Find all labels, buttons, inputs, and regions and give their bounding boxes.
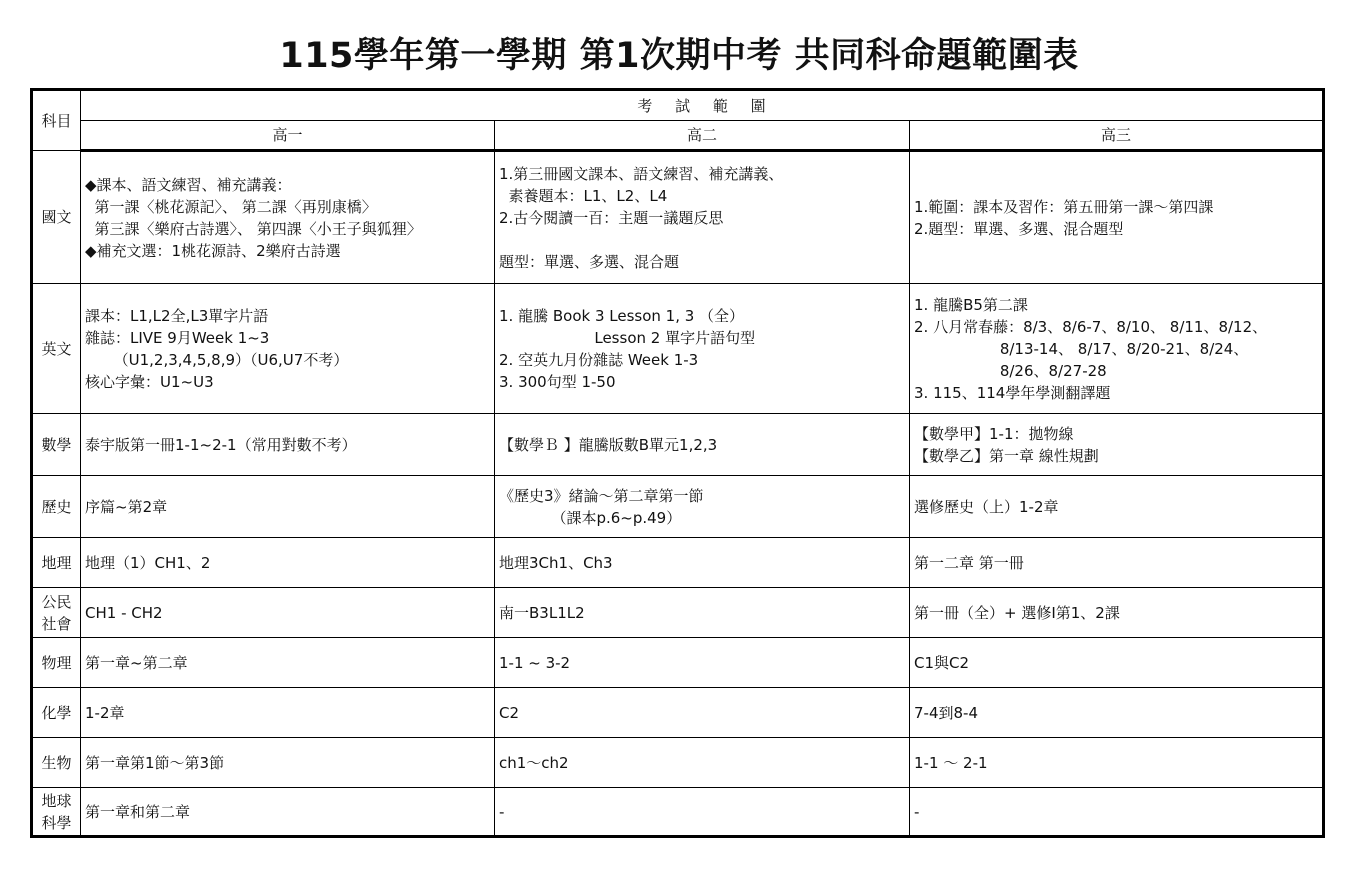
table-row (32, 788, 1324, 837)
cell-text-line: ◆課本、語文練習、補充講義： (85, 175, 292, 194)
cell-text-line: 歷史 (41, 497, 72, 516)
cell-text-line: 英文 (41, 339, 72, 358)
table-row (32, 414, 1324, 476)
cell-text-line: 社會 (41, 614, 72, 633)
cell-text-line: 科學 (41, 813, 72, 832)
cell-text-line: 雜誌：LIVE 9月Week 1~3 (85, 328, 270, 347)
cell-text-line: 8/26、8/27-28 (914, 361, 1107, 380)
subject-cell (32, 688, 81, 738)
cell-text-line: （課本p.6~p.49） (499, 508, 682, 527)
cell-text-line: 第一二章 第一冊 (914, 553, 1024, 572)
scope-header: 考 試 範 圍 (81, 90, 1324, 121)
cell-text-line: （U1,2,3,4,5,8,9）（U6,U7不考） (85, 350, 349, 369)
cell-text-line: 素養題本：L1、L2、L4 (499, 186, 668, 205)
cell-text-line: 3. 115、114學年學測翻譯題 (914, 383, 1111, 402)
cell-text-line: 題型：單選、多選、混合題 (499, 252, 680, 271)
cell-text-line: 核心字彙：U1~U3 (85, 372, 214, 391)
grade-header-3: 高三 (910, 121, 1324, 151)
grade3-cell (910, 284, 1324, 414)
cell-text-line: 物理 (41, 653, 72, 672)
cell-text-line: 地理 (41, 553, 72, 572)
cell-text-line: 【數學甲】1-1：拋物線 (914, 424, 1074, 443)
header-row-grades (32, 121, 1324, 151)
cell-text-line: 1-1 ~ 3-2 (499, 653, 571, 672)
cell-text-line: - (499, 802, 505, 821)
cell-text-line: 第一課〈桃花源記〉、 第二課〈再別康橋〉 (85, 197, 377, 216)
table-row (32, 588, 1324, 638)
cell-text-line: - (914, 802, 920, 821)
grade2-cell (495, 538, 910, 588)
grade1-cell (81, 738, 495, 788)
subject-cell (32, 284, 81, 414)
cell-text-line: 南一B3L1L2 (499, 603, 585, 622)
grade3-cell (910, 151, 1324, 284)
cell-text-line: 1-2章 (85, 703, 125, 722)
cell-text-line: 國文 (41, 208, 72, 226)
grade1-cell (81, 284, 495, 414)
cell-text-line: 1.第三冊國文課本、語文練習、補充講義、 (499, 164, 784, 183)
cell-text-line: 第三課〈樂府古詩選〉、 第四課〈小王子與狐狸〉 (85, 219, 422, 238)
grade1-cell (81, 688, 495, 738)
cell-text-line: 2. 空英九月份雜誌 Week 1-3 (499, 350, 699, 369)
header-row-scope (32, 90, 1324, 121)
cell-text-line: 選修歷史（上）1-2章 (914, 497, 1059, 516)
cell-text-line: 序篇~第2章 (85, 497, 168, 516)
grade2-cell (495, 788, 910, 837)
table-row (32, 638, 1324, 688)
grade1-cell (81, 151, 495, 284)
grade2-cell (495, 688, 910, 738)
grade1-cell (81, 538, 495, 588)
cell-text-line: 【數學乙】第一章 線性規劃 (914, 446, 1099, 465)
subject-cell (32, 788, 81, 837)
cell-text-line: 第一冊（全）+ 選修Ⅰ第1、2課 (914, 603, 1120, 622)
table-row (32, 151, 1324, 284)
grade3-cell (910, 638, 1324, 688)
cell-text-line: 1-1 ～ 2-1 (914, 753, 988, 772)
cell-text-line: 3. 300句型 1-50 (499, 372, 616, 391)
subject-cell (32, 476, 81, 538)
cell-text-line: CH1 - CH2 (85, 603, 163, 622)
grade2-cell (495, 414, 910, 476)
grade1-cell (81, 476, 495, 538)
grade3-cell (910, 588, 1324, 638)
subject-cell (32, 738, 81, 788)
grade-header-1: 高一 (81, 121, 495, 151)
cell-text-line: 第一章~第二章 (85, 653, 188, 672)
cell-text-line: 1. 龍騰B5第二課 (914, 295, 1028, 314)
cell-text-line: 【數學Ｂ 】龍騰版數B單元1,2,3 (499, 435, 718, 454)
grade1-cell (81, 588, 495, 638)
table-row (32, 284, 1324, 414)
cell-text-line: 2.題型：單選、多選、混合題型 (914, 219, 1124, 238)
cell-text-line: 生物 (41, 753, 72, 772)
subject-cell (32, 414, 81, 476)
table-row (32, 538, 1324, 588)
cell-text-line: 1. 龍騰 Book 3 Lesson 1, 3 （全） (499, 306, 745, 325)
cell-text-line: 化學 (41, 703, 72, 722)
grade1-cell (81, 788, 495, 837)
cell-text-line: 7-4到8-4 (914, 703, 978, 722)
table-row (32, 476, 1324, 538)
cell-text-line: 第一章和第二章 (85, 802, 191, 821)
cell-text-line: 2. 八月常春藤：8/3、8/6-7、8/10、 8/11、8/12、 (914, 317, 1268, 336)
grade1-cell (81, 414, 495, 476)
grade2-cell (495, 738, 910, 788)
cell-text-line: Lesson 2 單字片語句型 (499, 328, 756, 347)
cell-text-line: 地理3Ch1、Ch3 (499, 553, 613, 572)
subject-cell (32, 588, 81, 638)
subject-cell (32, 538, 81, 588)
cell-text-line: 《歷史3》緒論～第二章第一節 (499, 486, 704, 505)
cell-text-line: C1與C2 (914, 653, 970, 672)
grade2-cell (495, 638, 910, 688)
cell-text-line: 泰宇版第一冊1-1~2-1（常用對數不考） (85, 435, 357, 454)
grade3-cell (910, 738, 1324, 788)
cell-text-line: 8/13-14、 8/17、8/20-21、8/24、 (914, 339, 1249, 358)
grade2-cell (495, 284, 910, 414)
cell-text-line: ch1～ch2 (499, 753, 569, 772)
cell-text-line: 第一章第1節～第3節 (85, 753, 225, 772)
grade2-cell (495, 588, 910, 638)
subject-cell (32, 151, 81, 284)
exam-scope-table (30, 88, 1325, 838)
cell-text-line: 公民 (41, 592, 72, 611)
cell-text-line: 數學 (41, 435, 72, 454)
cell-text-line: 地理（1）CH1、2 (85, 553, 211, 572)
cell-text-line: 2.古今閱讀一百：主題一議題反思 (499, 208, 724, 227)
grade3-cell (910, 414, 1324, 476)
page-title: 115學年第一學期 第1次期中考 共同科命題範圍表 (279, 36, 1079, 76)
grade-header-2: 高二 (495, 121, 910, 151)
grade2-cell (495, 151, 910, 284)
grade1-cell (81, 638, 495, 688)
cell-text-line: C2 (499, 703, 520, 722)
grade3-cell (910, 688, 1324, 738)
cell-text-line: ◆補充文選：1桃花源詩、2樂府古詩選 (85, 241, 341, 260)
grade3-cell (910, 476, 1324, 538)
grade2-cell (495, 476, 910, 538)
grade3-cell (910, 538, 1324, 588)
cell-text-line: 1.範圍：課本及習作：第五冊第一課～第四課 (914, 197, 1214, 216)
table-row (32, 688, 1324, 738)
cell-text-line (499, 229, 905, 251)
grade3-cell (910, 788, 1324, 837)
table-row (32, 738, 1324, 788)
cell-text-line: 地球 (41, 791, 72, 810)
subject-header: 科目 (32, 90, 81, 151)
subject-cell (32, 638, 81, 688)
cell-text-line: 課本：L1,L2全,L3單字片語 (85, 306, 269, 325)
